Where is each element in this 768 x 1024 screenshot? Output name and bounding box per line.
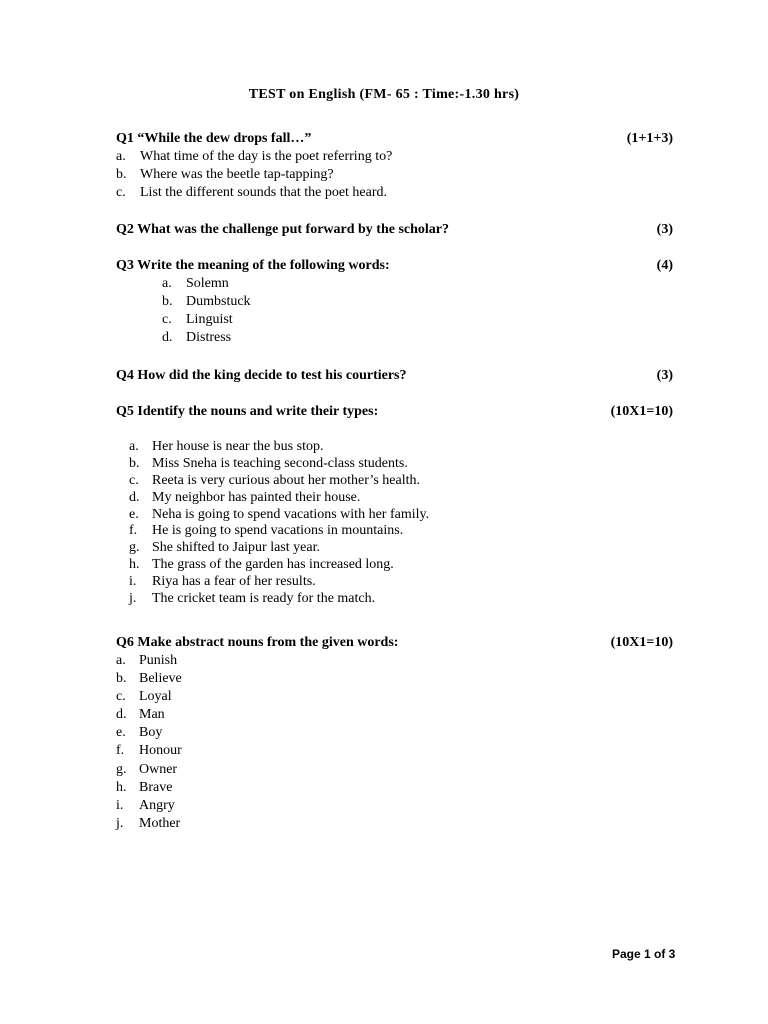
question-1-quote: “While the dew drops fall…” [137,131,312,146]
item-text: Honour [139,743,182,759]
item-text: Distress [186,330,232,345]
item-text: Punish [139,653,178,668]
item-text: She shifted to Jaipur last year. [152,540,320,556]
question-5-header [116,404,673,422]
item-marker: b. [129,455,140,471]
item-marker: h. [129,557,140,573]
item-text: Reeta is very curious about her mother’s health. [152,472,420,488]
item-text: Mother [139,815,181,831]
item-text: The grass of the garden has increased long. [152,557,394,573]
question-2-text: Q2 What was the challenge put forward by the scholar? [116,222,450,237]
item-text: Boy [139,725,163,741]
question-2-header [116,222,673,240]
item-marker: c. [116,689,126,705]
item-text: Linguist [186,312,233,327]
item-text: What time of the day is the poet referring to? [140,149,393,164]
item-text: Man [139,707,165,723]
item-marker: e. [129,506,139,522]
question-2-marks: (3) [656,222,673,237]
question-6-marks: (10X1=10) [610,635,673,650]
question-1-number: Q1 [116,131,134,146]
page-number: Page 1 of 3 [612,947,676,961]
item-marker: d. [162,330,173,345]
item-text: Her house is near the bus stop. [152,439,324,454]
question-6-text: Q6 Make abstract nouns from the given words: [116,635,399,650]
item-marker: i. [116,797,124,813]
question-5-text: Q5 Identify the nouns and write their types: [116,404,379,419]
item-text: Brave [139,779,173,795]
item-text: Riya has a fear of her results. [152,574,316,590]
question-5-marks: (10X1=10) [610,404,673,419]
item-marker: a. [116,653,126,668]
test-title: TEST on English (FM- 65 : Time:-1.30 hrs) [248,87,520,102]
item-marker: c. [162,312,172,327]
item-text: List the different sounds that the poet heard. [140,185,388,200]
item-marker: i. [129,574,137,590]
item-text: Angry [139,797,175,813]
item-marker: b. [116,167,127,182]
item-text: Dumbstuck [186,294,251,309]
item-marker: g. [116,761,127,777]
item-marker: d. [129,489,140,505]
item-marker: c. [129,472,139,488]
item-text: Owner [139,761,178,777]
item-text: Loyal [139,689,172,705]
question-3-text: Q3 Write the meaning of the following words: [116,258,390,273]
item-text: He is going to spend vacations in mountains. [152,523,404,539]
question-3-marks: (4) [656,258,673,273]
item-text: Where was the beetle tap-tapping? [140,167,334,182]
item-marker: j. [129,591,137,607]
item-marker: j. [116,815,124,831]
item-marker: a. [116,149,126,164]
item-marker: b. [162,294,173,309]
item-marker: b. [116,671,127,687]
question-1-marks: (1+1+3) [626,131,673,146]
item-marker: f. [129,523,138,539]
item-marker: g. [129,540,140,556]
question-6-header [116,635,673,653]
item-text: Solemn [186,276,229,291]
question-1-text [116,131,311,147]
item-marker: h. [116,779,127,795]
question-3-header [116,258,673,276]
item-text: Miss Sneha is teaching second-class students. [152,455,408,471]
item-text: The cricket team is ready for the match. [152,591,376,607]
item-marker: d. [116,707,127,723]
question-4-header [116,368,673,386]
item-marker: f. [116,743,125,759]
item-marker: a. [162,276,172,291]
question-1-header [116,131,673,149]
item-text: Neha is going to spend vacations with her family. [152,506,430,522]
item-marker: c. [116,185,126,200]
item-text: Believe [139,671,182,687]
question-4-text: Q4 How did the king decide to test his courtiers? [116,368,407,383]
item-text: My neighbor has painted their house. [152,489,361,505]
item-marker: a. [129,439,139,454]
question-4-marks: (3) [656,368,673,383]
item-marker: e. [116,725,126,741]
